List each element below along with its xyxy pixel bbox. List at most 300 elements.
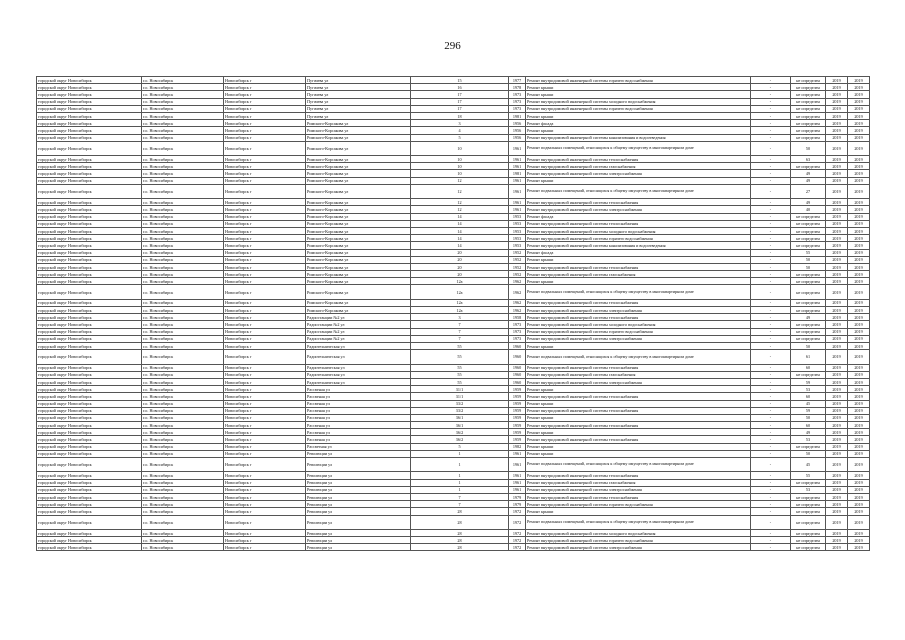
cost-cell: не определен xyxy=(791,127,826,134)
table-row xyxy=(37,141,870,155)
table-row xyxy=(37,350,870,364)
locality-cell: Новосибирск г xyxy=(224,414,306,421)
work-type-cell: Ремонт внутридомовой инженерной системы канализования и водоотведения xyxy=(526,242,751,249)
work-volume-cell: - xyxy=(751,256,791,263)
build-year-cell: 1972 xyxy=(509,537,526,544)
settlement-cell: г.о. Новосибирск xyxy=(142,120,224,127)
house-number-cell: 20 xyxy=(411,271,509,278)
house-number-cell: 1 xyxy=(411,472,509,479)
work-volume-cell: - xyxy=(751,163,791,170)
cost-cell: 45 xyxy=(791,400,826,407)
work-type-cell: Ремонт внутридомовой инженерной системы электроснабжения xyxy=(526,378,751,385)
municipal-district-cell: городской округ Новосибирск xyxy=(37,328,142,335)
plan-start-cell: 2019 xyxy=(826,278,848,285)
cost-cell: не определен xyxy=(791,479,826,486)
cost-cell: не определен xyxy=(791,220,826,227)
settlement-cell: г.о. Новосибирск xyxy=(142,501,224,508)
cost-cell: не определен xyxy=(791,271,826,278)
municipal-district-cell: городской округ Новосибирск xyxy=(37,91,142,98)
municipal-district-cell: городской округ Новосибирск xyxy=(37,386,142,393)
house-number-cell: 1 xyxy=(411,458,509,472)
plan-start-cell: 2019 xyxy=(826,364,848,371)
settlement-cell: г.о. Новосибирск xyxy=(142,170,224,177)
settlement-cell: г.о. Новосибирск xyxy=(142,307,224,314)
street-cell: Пугачева ул xyxy=(306,98,411,105)
locality-cell: Новосибирск г xyxy=(224,314,306,321)
street-cell: Рассвеная ул xyxy=(306,436,411,443)
locality-cell: Новосибирск г xyxy=(224,342,306,349)
street-cell: Революции ул xyxy=(306,479,411,486)
work-type-cell: Ремонт внутридомовой инженерной системы теплоснабжения xyxy=(526,422,751,429)
work-volume-cell: - xyxy=(751,271,791,278)
work-volume-cell: - xyxy=(751,342,791,349)
municipal-district-cell: городской округ Новосибирск xyxy=(37,112,142,119)
build-year-cell: 1961 xyxy=(509,458,526,472)
municipal-district-cell: городской округ Новосибирск xyxy=(37,364,142,371)
table-row xyxy=(37,206,870,213)
plan-start-cell: 2019 xyxy=(826,227,848,234)
municipal-district-cell: городской округ Новосибирск xyxy=(37,77,142,84)
plan-end-cell: 2019 xyxy=(848,285,870,299)
street-cell: Революции ул xyxy=(306,486,411,493)
work-volume-cell: - xyxy=(751,84,791,91)
build-year-cell: 1959 xyxy=(509,386,526,393)
work-type-cell: Ремонт внутридомовой инженерной системы теплоснабжения xyxy=(526,156,751,163)
plan-end-cell: 2019 xyxy=(848,472,870,479)
table-row xyxy=(37,112,870,119)
work-type-cell: Ремонт крыши xyxy=(526,256,751,263)
work-type-cell: Ремонт внутридомовой инженерной системы газоснабжения xyxy=(526,163,751,170)
build-year-cell: 1962 xyxy=(509,307,526,314)
house-number-cell: 55 xyxy=(411,378,509,385)
cost-cell: не определен xyxy=(791,278,826,285)
table-row xyxy=(37,486,870,493)
settlement-cell: г.о. Новосибирск xyxy=(142,220,224,227)
work-volume-cell: - xyxy=(751,299,791,306)
table-row xyxy=(37,407,870,414)
settlement-cell: г.о. Новосибирск xyxy=(142,515,224,529)
table-row xyxy=(37,386,870,393)
work-type-cell: Ремонт крыши xyxy=(526,278,751,285)
house-number-cell: 14 xyxy=(411,220,509,227)
plan-end-cell: 2019 xyxy=(848,263,870,270)
street-cell: Римского-Корсакова ул xyxy=(306,184,411,198)
locality-cell: Новосибирск г xyxy=(224,105,306,112)
work-volume-cell: - xyxy=(751,134,791,141)
cost-cell: 50 xyxy=(791,141,826,155)
work-type-cell: Ремонт крыши xyxy=(526,112,751,119)
municipal-district-cell: городской округ Новосибирск xyxy=(37,436,142,443)
work-type-cell: Ремонт внутридомовой инженерной системы теплоснабжения xyxy=(526,393,751,400)
build-year-cell: 1956 xyxy=(509,134,526,141)
table-row xyxy=(37,170,870,177)
cost-cell: не определен xyxy=(791,307,826,314)
table-row xyxy=(37,120,870,127)
plan-end-cell: 2019 xyxy=(848,429,870,436)
work-type-cell: Ремонт внутридомовой инженерной системы горячего водоснабжения xyxy=(526,77,751,84)
plan-start-cell: 2019 xyxy=(826,414,848,421)
cost-cell: не определен xyxy=(791,84,826,91)
plan-start-cell: 2019 xyxy=(826,321,848,328)
table-row xyxy=(37,285,870,299)
locality-cell: Новосибирск г xyxy=(224,400,306,407)
table-row xyxy=(37,213,870,220)
street-cell: Революции ул xyxy=(306,544,411,551)
house-number-cell: 28 xyxy=(411,508,509,515)
work-type-cell: Ремонт внутридомовой инженерной системы горячего водоснабжения xyxy=(526,235,751,242)
build-year-cell: 1973 xyxy=(509,335,526,342)
settlement-cell: г.о. Новосибирск xyxy=(142,393,224,400)
plan-start-cell: 2019 xyxy=(826,307,848,314)
work-volume-cell: - xyxy=(751,227,791,234)
table-row xyxy=(37,105,870,112)
build-year-cell: 1961 xyxy=(509,156,526,163)
work-type-cell: Ремонт подвальных помещений, относящихся к общему имуществу в многоквартирном доме xyxy=(526,458,751,472)
build-year-cell: 1959 xyxy=(509,414,526,421)
locality-cell: Новосибирск г xyxy=(224,170,306,177)
house-number-cell: 10 xyxy=(411,163,509,170)
municipal-district-cell: городской округ Новосибирск xyxy=(37,321,142,328)
work-type-cell: Ремонт внутридомовой инженерной системы электроснабжения xyxy=(526,335,751,342)
work-volume-cell: - xyxy=(751,479,791,486)
house-number-cell: 1 xyxy=(411,450,509,457)
house-number-cell: 17 xyxy=(411,105,509,112)
street-cell: Римского-Корсакова ул xyxy=(306,206,411,213)
street-cell: Революции ул xyxy=(306,493,411,500)
work-type-cell: Ремонт внутридомовой инженерной системы горячего водоснабжения xyxy=(526,328,751,335)
build-year-cell: 1960 xyxy=(509,342,526,349)
plan-end-cell: 2019 xyxy=(848,170,870,177)
settlement-cell: г.о. Новосибирск xyxy=(142,77,224,84)
table-row xyxy=(37,472,870,479)
table-row xyxy=(37,235,870,242)
street-cell: Рассвеная ул xyxy=(306,386,411,393)
plan-start-cell: 2019 xyxy=(826,508,848,515)
work-volume-cell: - xyxy=(751,199,791,206)
municipal-district-cell: городской округ Новосибирск xyxy=(37,443,142,450)
plan-end-cell: 2019 xyxy=(848,184,870,198)
plan-start-cell: 2019 xyxy=(826,335,848,342)
work-type-cell: Ремонт крыши xyxy=(526,450,751,457)
plan-end-cell: 2019 xyxy=(848,84,870,91)
street-cell: Рассвеная ул xyxy=(306,429,411,436)
cost-cell: не определен xyxy=(791,321,826,328)
street-cell: Римского-Корсакова ул xyxy=(306,127,411,134)
settlement-cell: г.о. Новосибирск xyxy=(142,84,224,91)
plan-start-cell: 2019 xyxy=(826,220,848,227)
locality-cell: Новосибирск г xyxy=(224,77,306,84)
house-number-cell: 7 xyxy=(411,321,509,328)
build-year-cell: 1973 xyxy=(509,105,526,112)
work-type-cell: Ремонт внутридомовой инженерной системы горячего водоснабжения xyxy=(526,537,751,544)
cost-cell: 61 xyxy=(791,350,826,364)
settlement-cell: г.о. Новосибирск xyxy=(142,112,224,119)
cost-cell: не определен xyxy=(791,105,826,112)
street-cell: Римского-Корсакова ул xyxy=(306,199,411,206)
settlement-cell: г.о. Новосибирск xyxy=(142,91,224,98)
plan-end-cell: 2019 xyxy=(848,112,870,119)
cost-cell: не определен xyxy=(791,91,826,98)
house-number-cell: 7 xyxy=(411,335,509,342)
house-number-cell: 14 xyxy=(411,213,509,220)
locality-cell: Новосибирск г xyxy=(224,321,306,328)
municipal-district-cell: городской округ Новосибирск xyxy=(37,141,142,155)
table-row xyxy=(37,422,870,429)
street-cell: Радиотехническая ул xyxy=(306,364,411,371)
plan-start-cell: 2019 xyxy=(826,450,848,457)
work-volume-cell: - xyxy=(751,458,791,472)
page-number: 296 xyxy=(444,40,461,52)
cost-cell: не определен xyxy=(791,443,826,450)
plan-end-cell: 2019 xyxy=(848,278,870,285)
municipal-district-cell: городской округ Новосибирск xyxy=(37,450,142,457)
settlement-cell: г.о. Новосибирск xyxy=(142,206,224,213)
plan-start-cell: 2019 xyxy=(826,400,848,407)
work-volume-cell: - xyxy=(751,263,791,270)
locality-cell: Новосибирск г xyxy=(224,256,306,263)
house-number-cell: 15 xyxy=(411,77,509,84)
build-year-cell: 1961 xyxy=(509,450,526,457)
municipal-district-cell: городской округ Новосибирск xyxy=(37,156,142,163)
work-volume-cell: - xyxy=(751,220,791,227)
plan-end-cell: 2019 xyxy=(848,350,870,364)
municipal-district-cell: городской округ Новосибирск xyxy=(37,299,142,306)
work-volume-cell: - xyxy=(751,508,791,515)
settlement-cell: г.о. Новосибирск xyxy=(142,508,224,515)
build-year-cell: 1979 xyxy=(509,493,526,500)
build-year-cell: 1953 xyxy=(509,242,526,249)
street-cell: Римского-Корсакова ул xyxy=(306,278,411,285)
house-number-cell: 1 xyxy=(411,479,509,486)
plan-end-cell: 2019 xyxy=(848,458,870,472)
municipal-district-cell: городской округ Новосибирск xyxy=(37,493,142,500)
table-row xyxy=(37,328,870,335)
municipal-district-cell: городской округ Новосибирск xyxy=(37,429,142,436)
locality-cell: Новосибирск г xyxy=(224,184,306,198)
work-type-cell: Ремонт подвальных помещений, относящихся к общему имуществу в многоквартирном доме xyxy=(526,515,751,529)
plan-end-cell: 2019 xyxy=(848,501,870,508)
cost-cell: не определен xyxy=(791,515,826,529)
locality-cell: Новосибирск г xyxy=(224,529,306,536)
settlement-cell: г.о. Новосибирск xyxy=(142,134,224,141)
table-row xyxy=(37,436,870,443)
municipal-district-cell: городской округ Новосибирск xyxy=(37,170,142,177)
build-year-cell: 1959 xyxy=(509,422,526,429)
build-year-cell: 1961 xyxy=(509,177,526,184)
cost-cell: 49 xyxy=(791,429,826,436)
work-volume-cell: - xyxy=(751,493,791,500)
table-row xyxy=(37,450,870,457)
cost-cell: не определен xyxy=(791,112,826,119)
cost-cell: 53 xyxy=(791,436,826,443)
work-volume-cell: - xyxy=(751,537,791,544)
plan-start-cell: 2019 xyxy=(826,472,848,479)
work-type-cell: Ремонт крыши xyxy=(526,400,751,407)
work-type-cell: Ремонт внутридомовой инженерной системы теплоснабжения xyxy=(526,436,751,443)
cost-cell: 60 xyxy=(791,393,826,400)
house-number-cell: 28 xyxy=(411,544,509,551)
settlement-cell: г.о. Новосибирск xyxy=(142,127,224,134)
settlement-cell: г.о. Новосибирск xyxy=(142,328,224,335)
settlement-cell: г.о. Новосибирск xyxy=(142,271,224,278)
street-cell: Радиотехническая ул xyxy=(306,371,411,378)
house-number-cell: 14 xyxy=(411,242,509,249)
table-row xyxy=(37,414,870,421)
work-volume-cell: - xyxy=(751,127,791,134)
municipal-district-cell: городской округ Новосибирск xyxy=(37,458,142,472)
cost-cell: 53 xyxy=(791,486,826,493)
work-volume-cell: - xyxy=(751,242,791,249)
settlement-cell: г.о. Новосибирск xyxy=(142,213,224,220)
table-row xyxy=(37,501,870,508)
work-volume-cell: - xyxy=(751,364,791,371)
locality-cell: Новосибирск г xyxy=(224,429,306,436)
street-cell: Пугачева ул xyxy=(306,91,411,98)
municipal-district-cell: городской округ Новосибирск xyxy=(37,422,142,429)
plan-end-cell: 2019 xyxy=(848,235,870,242)
table-row xyxy=(37,364,870,371)
settlement-cell: г.о. Новосибирск xyxy=(142,371,224,378)
build-year-cell: 1956 xyxy=(509,120,526,127)
locality-cell: Новосибирск г xyxy=(224,486,306,493)
plan-end-cell: 2019 xyxy=(848,314,870,321)
build-year-cell: 1952 xyxy=(509,256,526,263)
street-cell: Римского-Корсакова ул xyxy=(306,120,411,127)
street-cell: Радиотехническая ул xyxy=(306,378,411,385)
table-row xyxy=(37,515,870,529)
work-type-cell: Ремонт внутридомовой инженерной системы горячего водоснабжения xyxy=(526,105,751,112)
settlement-cell: г.о. Новосибирск xyxy=(142,486,224,493)
table-row xyxy=(37,278,870,285)
plan-start-cell: 2019 xyxy=(826,299,848,306)
build-year-cell: 1982 xyxy=(509,443,526,450)
locality-cell: Новосибирск г xyxy=(224,350,306,364)
house-number-cell: 18 xyxy=(411,112,509,119)
house-number-cell: 36/1 xyxy=(411,414,509,421)
street-cell: Радиостанции №2 ул xyxy=(306,335,411,342)
table-row xyxy=(37,508,870,515)
cost-cell: 49 xyxy=(791,199,826,206)
municipal-district-cell: городской округ Новосибирск xyxy=(37,479,142,486)
locality-cell: Новосибирск г xyxy=(224,163,306,170)
work-volume-cell: - xyxy=(751,213,791,220)
plan-end-cell: 2019 xyxy=(848,443,870,450)
house-number-cell: 17 xyxy=(411,91,509,98)
plan-end-cell: 2019 xyxy=(848,529,870,536)
locality-cell: Новосибирск г xyxy=(224,443,306,450)
plan-start-cell: 2019 xyxy=(826,84,848,91)
house-number-cell: 55 xyxy=(411,371,509,378)
locality-cell: Новосибирск г xyxy=(224,393,306,400)
plan-start-cell: 2019 xyxy=(826,263,848,270)
work-type-cell: Ремонт внутридомовой инженерной системы электроснабжения xyxy=(526,544,751,551)
municipal-district-cell: городской округ Новосибирск xyxy=(37,335,142,342)
cost-cell: 49 xyxy=(791,314,826,321)
work-volume-cell: - xyxy=(751,414,791,421)
build-year-cell: 1961 xyxy=(509,479,526,486)
plan-start-cell: 2019 xyxy=(826,98,848,105)
house-number-cell: 17 xyxy=(411,98,509,105)
plan-end-cell: 2019 xyxy=(848,120,870,127)
work-volume-cell: - xyxy=(751,436,791,443)
cost-cell: не определен xyxy=(791,371,826,378)
build-year-cell: 1959 xyxy=(509,429,526,436)
work-type-cell: Ремонт внутридомовой инженерной системы электроснабжения xyxy=(526,307,751,314)
street-cell: Римского-Корсакова ул xyxy=(306,220,411,227)
cost-cell: 55 xyxy=(791,472,826,479)
street-cell: Радиостанции №2 ул xyxy=(306,321,411,328)
locality-cell: Новосибирск г xyxy=(224,213,306,220)
cost-cell: 50 xyxy=(791,263,826,270)
locality-cell: Новосибирск г xyxy=(224,307,306,314)
locality-cell: Новосибирск г xyxy=(224,515,306,529)
build-year-cell: 1952 xyxy=(509,263,526,270)
cost-cell: не определен xyxy=(791,134,826,141)
work-type-cell: Ремонт внутридомовой инженерной системы теплоснабжения xyxy=(526,472,751,479)
plan-end-cell: 2019 xyxy=(848,134,870,141)
street-cell: Рассвеная ул xyxy=(306,407,411,414)
plan-start-cell: 2019 xyxy=(826,378,848,385)
build-year-cell: 1959 xyxy=(509,436,526,443)
plan-start-cell: 2019 xyxy=(826,285,848,299)
settlement-cell: г.о. Новосибирск xyxy=(142,263,224,270)
table-row xyxy=(37,127,870,134)
work-volume-cell: - xyxy=(751,371,791,378)
work-volume-cell: - xyxy=(751,443,791,450)
build-year-cell: 1973 xyxy=(509,328,526,335)
house-number-cell: 20 xyxy=(411,256,509,263)
plan-end-cell: 2019 xyxy=(848,105,870,112)
settlement-cell: г.о. Новосибирск xyxy=(142,450,224,457)
locality-cell: Новосибирск г xyxy=(224,458,306,472)
cost-cell: 60 xyxy=(791,364,826,371)
plan-start-cell: 2019 xyxy=(826,271,848,278)
work-type-cell: Ремонт подвальных помещений, относящихся к общему имуществу в многоквартирном доме xyxy=(526,350,751,364)
work-type-cell: Ремонт крыши xyxy=(526,429,751,436)
street-cell: Пугачева ул xyxy=(306,105,411,112)
house-number-cell: 55 xyxy=(411,342,509,349)
street-cell: Римского-Корсакова ул xyxy=(306,213,411,220)
plan-start-cell: 2019 xyxy=(826,127,848,134)
plan-end-cell: 2019 xyxy=(848,256,870,263)
work-volume-cell: - xyxy=(751,501,791,508)
work-volume-cell: - xyxy=(751,350,791,364)
locality-cell: Новосибирск г xyxy=(224,263,306,270)
cost-cell: 27 xyxy=(791,184,826,198)
settlement-cell: г.о. Новосибирск xyxy=(142,529,224,536)
work-volume-cell: - xyxy=(751,112,791,119)
build-year-cell: 1961 xyxy=(509,199,526,206)
street-cell: Римского-Корсакова ул xyxy=(306,263,411,270)
work-volume-cell: - xyxy=(751,393,791,400)
plan-start-cell: 2019 xyxy=(826,256,848,263)
municipal-district-cell: городской округ Новосибирск xyxy=(37,134,142,141)
cost-cell: не определен xyxy=(791,163,826,170)
locality-cell: Новосибирск г xyxy=(224,472,306,479)
work-volume-cell: - xyxy=(751,422,791,429)
house-number-cell: 12 xyxy=(411,206,509,213)
municipal-district-cell: городской округ Новосибирск xyxy=(37,163,142,170)
work-type-cell: Ремонт крыши xyxy=(526,84,751,91)
build-year-cell: 1956 xyxy=(509,127,526,134)
plan-start-cell: 2019 xyxy=(826,105,848,112)
work-type-cell: Ремонт подвальных помещений, относящихся к общему имуществу в многоквартирном доме xyxy=(526,285,751,299)
table-row xyxy=(37,98,870,105)
street-cell: Рассвеная ул xyxy=(306,400,411,407)
work-type-cell: Ремонт внутридомовой инженерной системы теплоснабжения xyxy=(526,364,751,371)
plan-start-cell: 2019 xyxy=(826,493,848,500)
cost-cell: не определен xyxy=(791,235,826,242)
